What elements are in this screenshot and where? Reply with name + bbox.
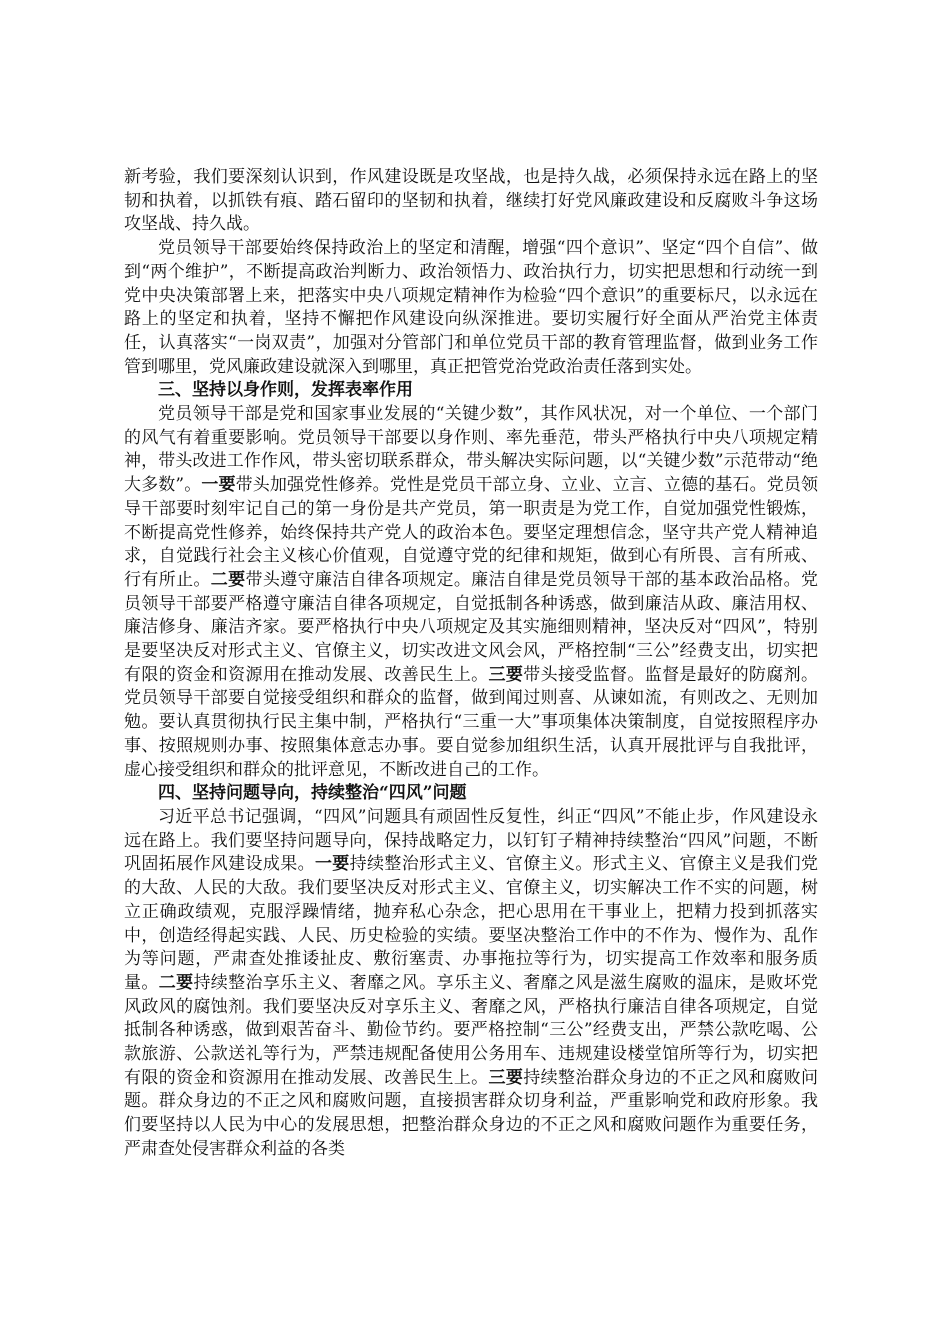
section4-intro: 习近平总书记强调，“四风”问题具有顽固性反复性，纠正“四风”不能止步，作风建设永远在路上。我们要坚持问题导向，保持战略定力，以钉钉子精神持续整治“四风”问题，不断巩固拓展作风建设成果。 [124,806,818,875]
section3-intro: 党员领导干部是党和国家事业发展的“关键少数”，其作风状况，对一个单位、一个部门的风气有着重要影响。党员领导干部要以身作则、率先垂范，带头严格执行中央八项规定精神，带头改进工作作风，带头密切联系群众，带头解决实际问题，以“关键少数”示范带动“绝大多数”。 [124,404,818,496]
keyword-first: 一要 [314,854,350,875]
document-page [124,166,818,1162]
paragraph-continued: 新考验，我们要深刻认识到，作风建设既是攻坚战，也是持久战，必须保持永远在路上的坚韧和执着，以抓铁有痕、踏石留印的坚韧和执着，继续打好党风廉政建设和反腐败斗争这场攻坚战、持久战。 [124,167,818,235]
keyword-second: 二要 [158,972,194,993]
section-heading-3: 三、坚持以身作则，发挥表率作用 [158,380,413,401]
section-heading-4: 四、坚持问题导向，持续整治“四风”问题 [158,783,467,804]
keyword-third: 三要 [488,1067,524,1088]
section3-point2: 带头遵守廉洁自律各项规定。廉洁自律是党员领导干部的基本政治品格。党员领导干部要严格遵守廉洁自律各项规定，自觉抵制各种诱惑，做到廉洁从政、廉洁用权、廉洁修身、廉洁齐家。要严格执行中央八项规定及其实施细则精神，坚决反对“四风”，特别是要坚决反对形式主义、官僚主义，切实改进文风会风，严格控制“三公”经费支出，切实把有限的资金和资源用在推动发展、改善民生上。 [124,569,819,685]
section4-point3: 持续整治群众身边的不正之风和腐败问题。群众身边的不正之风和腐败问题，直接损害群众切身利益，严重影响党和政府形象。我们要坚持以人民为中心的发展思想，把整治群众身边的不正之风和腐败问题作为重要任务，严肃查处侵害群众利益的各类 [124,1067,819,1159]
section3-point1: 带头加强党性修养。党性是党员干部立身、立业、立言、立德的基石。党员领导干部要时刻牢记自己的第一身份是共产党员，第一职责是为党工作，自觉加强党性锻炼，不断提高党性修养，始终保持共产党人的政治本色。要坚定理想信念，坚守共产党人精神追求，自觉践行社会主义核心价值观，自觉遵守党的纪律和规矩，做到心有所畏、言有所戒、行有所止。 [124,475,818,590]
section4-point2: 持续整治享乐主义、奢靡之风。享乐主义、奢靡之风是滋生腐败的温床，是败坏党风政风的腐蚀剂。我们要坚决反对享乐主义、奢靡之风，严格执行廉洁自律各项规定，自觉抵制各种诱惑，做到艰苦奋斗、勤俭节约。要严格控制“三公”经费支出，严禁公款吃喝、公款旅游、公款送礼等行为，严禁违规配备使用公务用车、违规建设楼堂馆所等行为，切实把有限的资金和资源用在推动发展、改善民生上。 [124,972,818,1088]
section3-point3: 带头接受监督。监督是最好的防腐剂。党员领导干部要自觉接受组织和群众的监督，做到闻过则喜、从谏如流，有则改之、无则加勉。要认真贯彻执行民主集中制，严格执行“三重一大”事项集体决策制度，自觉按照程序办事、按照规则办事、按照集体意志办事。要自觉参加组织生活，认真开展批评与自我批评，虚心接受组织和群众的批评意见，不断改进自己的工作。 [124,664,819,780]
paragraph-lead-by-example [124,403,818,782]
keyword-third: 三要 [488,664,524,685]
keyword-second: 二要 [210,569,246,590]
keyword-first: 一要 [201,475,236,496]
paragraph-political-stance: 党员领导干部要始终保持政治上的坚定和清醒，增强“四个意识”、坚定“四个自信”、做到“两个维护”，不断提高政治判断力、政治领悟力、政治执行力，切实把思想和行动统一到党中央决策部署上来，把落实中央八项规定精神作为检验“四个意识”的重要标尺，以永远在路上的坚定和执着，坚持不懈把作风建设向纵深推进。要切实履行好全面从严治党主体责任，认真落实“一岗双责”，加强对分管部门和单位党员干部的教育管理监督，做到业务工作管到哪里，党风廉政建设就深入到哪里，真正把管党治党政治责任落到实处。 [124,238,818,377]
paragraph-four-winds [124,806,818,1162]
section4-point1: 持续整治形式主义、官僚主义。形式主义、官僚主义是我们党的大敌、人民的大敌。我们要坚决反对形式主义、官僚主义，切实解决工作不实的问题，树立正确政绩观，克服浮躁情绪，抛弃私心杂念，把心思用在干事业上，把精力投到抓落实中，创造经得起实践、人民、历史检验的实绩。要坚决整治工作中的不作为、慢作为、乱作为等问题，严肃查处推诿扯皮、敷衍塞责、办事拖拉等行为，切实提高工作效率和服务质量。 [124,854,819,993]
